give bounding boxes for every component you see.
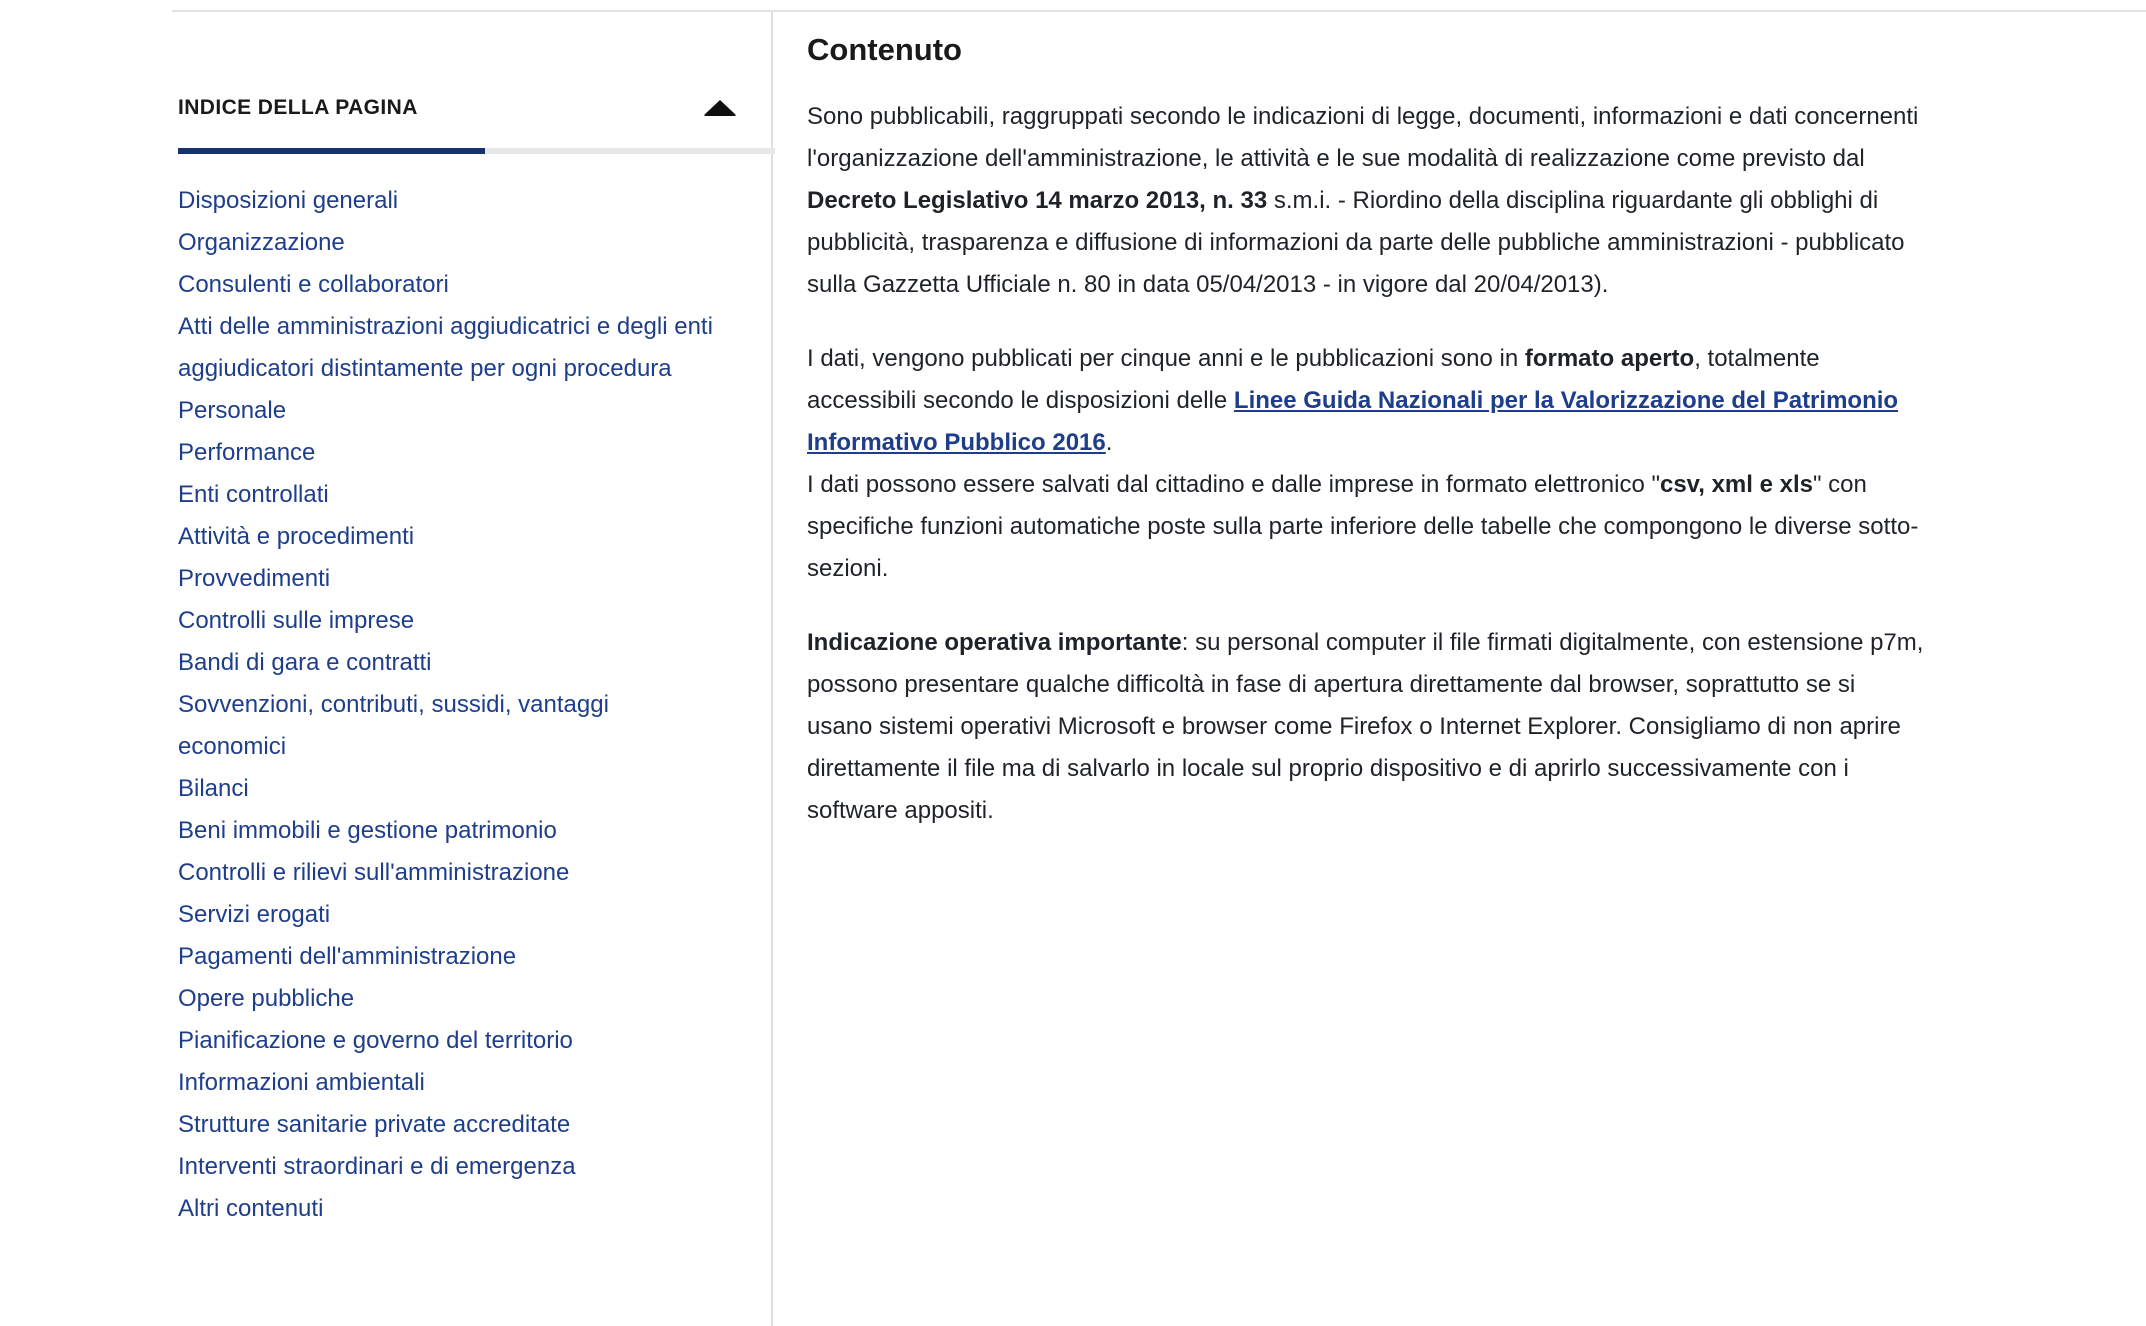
index-list-item <box>178 516 723 558</box>
triangle-up-icon <box>703 100 737 116</box>
index-list-item <box>178 180 723 222</box>
index-link[interactable]: Controlli e rilievi sull'amministrazione <box>178 859 570 886</box>
index-list-item <box>178 1188 723 1230</box>
index-list-item <box>178 474 723 516</box>
index-list-item <box>178 852 723 894</box>
index-link[interactable]: Opere pubbliche <box>178 985 355 1012</box>
text-segment: Decreto Legislativo 14 marzo 2013, n. 33 <box>807 187 1268 214</box>
index-link[interactable]: Strutture sanitarie private accreditate <box>178 1111 571 1138</box>
index-list-item <box>178 1104 723 1146</box>
index-list-item <box>178 1146 723 1188</box>
index-link[interactable]: Altri contenuti <box>178 1195 324 1222</box>
page-index-title: INDICE DELLA PAGINA <box>178 96 418 119</box>
text-segment: I dati, vengono pubblicati per cinque anni e le pubblicazioni sono in <box>807 345 1525 372</box>
index-link[interactable]: Enti controllati <box>178 481 329 508</box>
index-link[interactable]: Servizi erogati <box>178 901 331 928</box>
page-index-sidebar <box>178 95 775 1230</box>
index-link[interactable]: Interventi straordinari e di emergenza <box>178 1153 576 1180</box>
index-link[interactable]: Bilanci <box>178 775 249 802</box>
page-index-header <box>178 95 775 121</box>
page-index-list <box>178 180 723 1230</box>
index-link[interactable]: Attività e procedimenti <box>178 523 415 550</box>
text-segment: " con specifiche funzioni automatiche poste sulla parte inferiore delle tabelle che compongono le diverse sotto-sezioni. <box>807 471 1919 582</box>
index-link[interactable]: Bandi di gara e contratti <box>178 649 432 676</box>
content-section <box>807 30 1925 864</box>
index-list-item <box>178 936 723 978</box>
index-underline-track <box>178 148 775 154</box>
index-list-item <box>178 306 723 390</box>
index-list-item <box>178 768 723 810</box>
index-link[interactable]: Beni immobili e gestione patrimonio <box>178 817 557 844</box>
index-list-item <box>178 558 723 600</box>
text-segment: . <box>1105 429 1113 456</box>
index-link[interactable]: Controlli sulle imprese <box>178 607 415 634</box>
content-paragraph <box>807 338 1925 590</box>
text-segment: I dati possono essere salvati dal cittadino e dalle imprese in formato elettronico " <box>807 471 1660 498</box>
index-link[interactable]: Disposizioni generali <box>178 187 399 214</box>
index-link[interactable]: Performance <box>178 439 316 466</box>
index-list-item <box>178 264 723 306</box>
index-link[interactable]: Provvedimenti <box>178 565 331 592</box>
text-segment: s.m.i. - Riordino della disciplina riguardante gli obblighi di pubblicità, trasparenza e diffusione di informazioni da parte delle pubbliche amministrazioni - pubblicato sulla Gazzetta Ufficiale n. 80 in data 05/04/2013 - in vigore dal 20/04/2013). <box>807 187 1905 298</box>
index-link[interactable]: Organizzazione <box>178 229 345 256</box>
index-list-item <box>178 600 723 642</box>
index-list-item <box>178 978 723 1020</box>
text-segment: csv, xml e xls <box>1659 471 1813 498</box>
index-list-item <box>178 1062 723 1104</box>
index-list-item <box>178 432 723 474</box>
collapse-index-button[interactable] <box>703 100 737 116</box>
text-segment: , totalmente accessibili secondo le disposizioni delle <box>807 345 1820 414</box>
index-link[interactable]: Consulenti e collaboratori <box>178 271 449 298</box>
text-segment: Indicazione operativa importante <box>807 629 1182 656</box>
index-underline-bar <box>178 148 485 154</box>
content-paragraph <box>807 96 1925 306</box>
top-divider <box>172 10 2146 12</box>
content-paragraph <box>807 622 1925 832</box>
index-list-item <box>178 894 723 936</box>
index-link[interactable]: Pianificazione e governo del territorio <box>178 1027 573 1054</box>
index-list-item <box>178 642 723 684</box>
index-link[interactable]: Atti delle amministrazioni aggiudicatrici e degli enti aggiudicatori distintamente per ogni procedura <box>178 313 713 382</box>
index-list-item <box>178 810 723 852</box>
index-list-item <box>178 684 723 768</box>
index-link[interactable]: Informazioni ambientali <box>178 1069 425 1096</box>
text-segment: : su personal computer il file firmati digitalmente, con estensione p7m, possono presentare qualche difficoltà in fase di apertura direttamente dal browser, soprattutto se si usano sistemi operativi Microsoft e browser come Firefox o Internet Explorer. Consigliamo di non aprire direttamente il file ma di salvarlo in locale sul proprio dispositivo e di aprirlo successivamente con i software appositi. <box>807 629 1924 824</box>
index-link[interactable]: Sovvenzioni, contributi, sussidi, vantaggi economici <box>178 691 609 760</box>
index-link[interactable]: Pagamenti dell'amministrazione <box>178 943 517 970</box>
content-title: Contenuto <box>807 32 962 67</box>
text-segment: formato aperto <box>1524 345 1695 372</box>
index-link[interactable]: Personale <box>178 397 287 424</box>
index-list-item <box>178 390 723 432</box>
index-list-item <box>178 222 723 264</box>
text-segment: Sono pubblicabili, raggruppati secondo le indicazioni di legge, documenti, informazioni e dati concernenti l'organizzazione dell'amministrazione, le attività e le sue modalità di realizzazione come previsto dal <box>807 103 1919 172</box>
index-list-item <box>178 1020 723 1062</box>
linee-guida-link[interactable]: Linee Guida Nazionali per la Valorizzazione del Patrimonio Informativo Pubblico 2016 <box>807 387 1899 456</box>
